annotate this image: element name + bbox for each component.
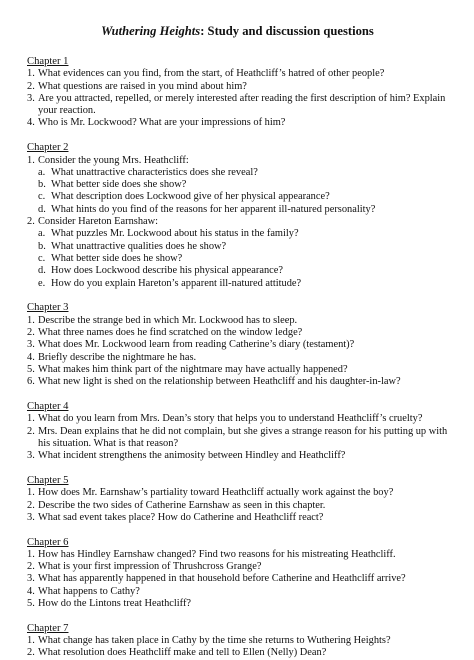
question-item (27, 117, 448, 129)
chapter-section (27, 623, 448, 660)
chapter-heading: Chapter 7 (27, 622, 69, 634)
question-text: What questions are raised in you mind about him? (38, 80, 247, 92)
chapter-section (27, 401, 448, 462)
question-number: 3. (27, 511, 35, 523)
question-item (27, 647, 448, 659)
question-number: 3. (27, 339, 35, 351)
question-number: 4. (27, 585, 35, 597)
question-item (27, 426, 448, 451)
question-text: What three names does he find scratched on the window ledge? (38, 326, 303, 338)
question-item (27, 598, 448, 610)
question-item (27, 586, 448, 598)
chapter-heading: Chapter 6 (27, 536, 69, 548)
question-text: What makes him think part of the nightmare may have actually happened? (38, 363, 348, 375)
question-text: What has apparently happened in that household before Catherine and Heathcliff arrive? (38, 573, 406, 585)
sub-question-item (27, 241, 448, 253)
question-item (27, 487, 448, 499)
question-number: 1. (27, 314, 35, 326)
question-item (27, 376, 448, 388)
sub-question-letter: a. (38, 166, 46, 178)
sub-question-item (27, 278, 448, 290)
chapter-section (27, 475, 448, 524)
question-text: Briefly describe the nightmare he has. (38, 351, 197, 363)
sub-question-text: What unattractive characteristics does she reveal? (51, 166, 258, 178)
question-number: 1. (27, 68, 35, 80)
question-text: Describe the two sides of Catherine Earnshaw as seen in this chapter. (38, 499, 326, 511)
question-number: 2. (27, 80, 35, 92)
sub-question-item (27, 179, 448, 191)
question-text: What happens to Cathy? (38, 585, 140, 597)
question-text: What new light is shed on the relationship between Heathcliff and his daughter-in-law? (38, 376, 401, 388)
sub-question-item (27, 204, 448, 216)
question-item (27, 573, 448, 585)
question-number: 1. (27, 487, 35, 499)
question-number: 2. (27, 561, 35, 573)
sub-question-text: What better side does she show? (51, 179, 187, 191)
chapter-heading: Chapter 1 (27, 56, 69, 67)
question-number: 2. (27, 647, 35, 659)
chapters-list (27, 56, 448, 660)
question-number: 2. (27, 425, 35, 437)
question-item (27, 549, 448, 561)
chapter-heading: Chapter 2 (27, 142, 69, 154)
question-text: Describe the strange bed in which Mr. Lockwood has to sleep. (38, 314, 298, 326)
question-item (27, 364, 448, 376)
question-text: What do you learn from Mrs. Dean’s story that helps you to understand Heathcliff’s cruelty? (38, 413, 423, 425)
question-item (27, 352, 448, 364)
question-number: 1. (27, 548, 35, 560)
question-text: What change has taken place in Cathy by the time she returns to Wuthering Heights? (38, 635, 391, 647)
chapter-section (27, 537, 448, 611)
chapter-heading: Chapter 5 (27, 474, 69, 486)
question-item (27, 512, 448, 524)
question-item (27, 155, 448, 167)
sub-question-text: What hints do you find of the reasons for her apparent ill-natured personality? (51, 203, 376, 215)
question-text: What resolution does Heathcliff make and tell to Ellen (Nelly) Dean? (38, 647, 327, 659)
question-text: Consider Hareton Earnshaw: (38, 216, 159, 228)
question-item (27, 339, 448, 351)
sub-question-letter: c. (38, 252, 46, 264)
chapter-heading: Chapter 4 (27, 400, 69, 412)
question-number: 3. (27, 92, 35, 104)
chapter-section (27, 56, 448, 130)
sub-question-letter: e. (38, 277, 46, 289)
chapter-section (27, 302, 448, 388)
question-number: 6. (27, 376, 35, 388)
sub-question-text: What description does Lockwood give of her physical appearance? (51, 191, 330, 203)
question-number: 1. (27, 413, 35, 425)
question-text: Who is Mr. Lockwood? What are your impressions of him? (38, 117, 286, 129)
question-text: What is your first impression of Thrushcross Grange? (38, 561, 262, 573)
sub-question-item (27, 228, 448, 240)
sub-question-letter: d. (38, 203, 46, 215)
question-item (27, 327, 448, 339)
sub-question-text: What unattractive qualities does he show? (51, 240, 227, 252)
question-item (27, 635, 448, 647)
title-book-name: Wuthering Heights (101, 24, 201, 38)
sub-question-letter: a. (38, 228, 46, 240)
sub-question-item (27, 191, 448, 203)
sub-question-item (27, 265, 448, 277)
sub-question-letter: d. (38, 265, 46, 277)
question-text: What evidences can you find, from the start, of Heathcliff’s hatred of other people? (38, 68, 385, 80)
question-number: 3. (27, 450, 35, 462)
question-number: 4. (27, 351, 35, 363)
question-text: What does Mr. Lockwood learn from reading Catherine’s diary (testament)? (38, 339, 355, 351)
question-text: Are you attracted, repelled, or merely interested after reading the first description of him? Explain your reaction. (38, 92, 446, 117)
question-item (27, 450, 448, 462)
question-text: Mrs. Dean explains that he did not complain, but she gives a strange reason for his putting up with his situation. What is that reason? (38, 425, 448, 449)
question-item (27, 81, 448, 93)
question-number: 1. (27, 154, 35, 166)
question-number: 5. (27, 363, 35, 375)
question-number: 4. (27, 117, 35, 129)
question-item (27, 413, 448, 425)
document-title (27, 24, 448, 39)
question-item (27, 93, 448, 118)
question-item (27, 216, 448, 228)
sub-question-text: What better side does he show? (51, 252, 183, 264)
question-text: How does Mr. Earnshaw’s partiality toward Heathcliff actually work against the boy? (38, 487, 394, 499)
question-item (27, 315, 448, 327)
sub-question-text: What puzzles Mr. Lockwood about his status in the family? (51, 228, 299, 240)
question-text: How do the Lintons treat Heathcliff? (38, 598, 192, 610)
question-text: How has Hindley Earnshaw changed? Find two reasons for his mistreating Heathcliff. (38, 548, 396, 560)
sub-question-item (27, 167, 448, 179)
question-number: 2. (27, 326, 35, 338)
chapter-heading: Chapter 3 (27, 302, 69, 314)
question-number: 1. (27, 635, 35, 647)
question-number: 3. (27, 573, 35, 585)
title-rest: : Study and discussion questions (200, 24, 374, 38)
sub-question-item (27, 253, 448, 265)
question-text: Consider the young Mrs. Heathcliff: (38, 154, 189, 166)
question-item (27, 500, 448, 512)
chapter-section (27, 142, 448, 290)
question-item (27, 68, 448, 80)
question-text: What sad event takes place? How do Catherine and Heathcliff react? (38, 511, 324, 523)
sub-question-letter: b. (38, 240, 46, 252)
sub-question-text: How does Lockwood describe his physical appearance? (51, 265, 283, 277)
sub-question-text: How do you explain Hareton’s apparent ill-natured attitude? (51, 277, 302, 289)
question-text: What incident strengthens the animosity between Hindley and Heathcliff? (38, 450, 346, 462)
question-number: 2. (27, 499, 35, 511)
question-number: 2. (27, 216, 35, 228)
question-item (27, 561, 448, 573)
sub-question-letter: c. (38, 191, 46, 203)
sub-question-letter: b. (38, 179, 46, 191)
question-number: 5. (27, 598, 35, 610)
